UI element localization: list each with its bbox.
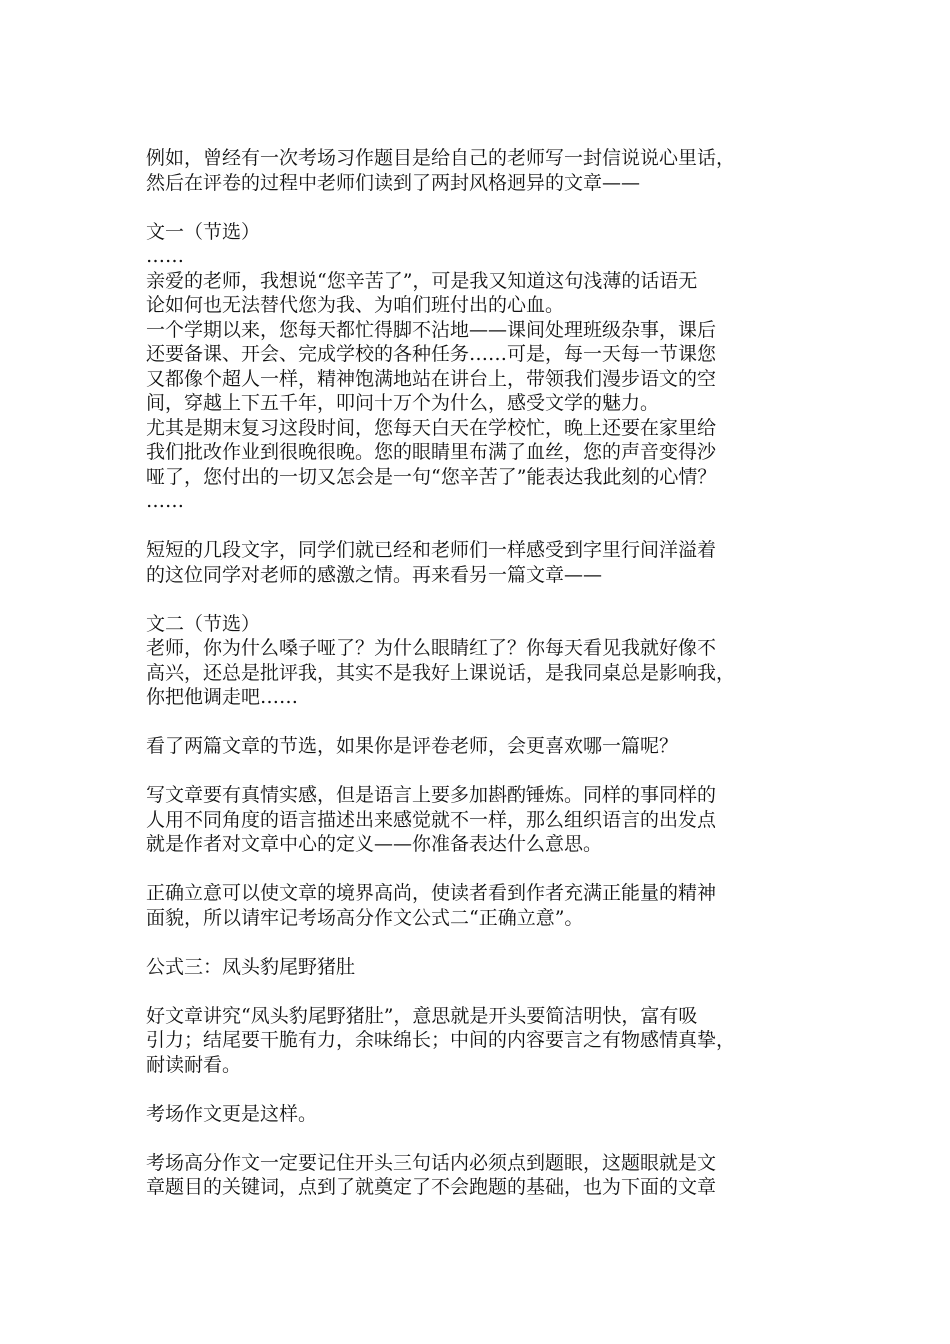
- paragraph-gap: [146, 1077, 814, 1102]
- text-line: 短短的几段文字，同学们就已经和老师们一样感受到字里行间洋溢着: [146, 539, 717, 561]
- text-line: 亲爱的老师，我想说“您辛苦了”，可是我又知道这句浅薄的话语无: [146, 269, 698, 292]
- excerpt-two: [146, 612, 814, 710]
- text-line: ……: [146, 245, 184, 267]
- paragraph-gap: [146, 979, 814, 1004]
- text-line: 论如何也无法替代您为我、为咱们班付出的心血。: [146, 294, 565, 316]
- paragraph-gap: [146, 587, 814, 612]
- paragraph-commentary-one: [146, 538, 814, 587]
- text-line: 例如，曾经有一次考场习作题目是给自己的老师写一封信说说心里话，: [146, 147, 736, 169]
- text-line: 然后在评卷的过程中老师们读到了两封风格迥异的文章——: [146, 171, 641, 194]
- text-line: 尤其是期末复习这段时间，您每天白天在学校忙，晚上还要在家里给: [146, 416, 717, 439]
- section-heading: 公式三：凤头豹尾野猪肚: [146, 955, 356, 978]
- text-line: 好文章讲究“凤头豹尾野猪肚”，意思就是开头要简洁明快，富有吸: [146, 1004, 698, 1027]
- paragraph-opening-tips: [146, 1151, 814, 1200]
- text-line: 就是作者对文章中心的定义——你准备表达什么意思。: [146, 833, 603, 855]
- text-line: 一个学期以来，您每天都忙得脚不沾地——课间处理班级杂事，课后: [146, 318, 717, 341]
- text-line: 的这位同学对老师的感激之情。再来看另一篇文章——: [146, 563, 603, 586]
- excerpt-heading: 文二（节选）: [146, 612, 261, 635]
- paragraph-intro: [146, 146, 814, 195]
- text-line: 正确立意可以使文章的境界高尚，使读者看到作者充满正能量的精神: [146, 882, 717, 904]
- paragraph-gap: [146, 710, 814, 735]
- paragraph-gap: [146, 1126, 814, 1151]
- paragraph-good-article: [146, 1004, 814, 1078]
- paragraph-gap: [146, 514, 814, 539]
- text-line: 高兴，还总是批评我，其实不是我好上课说话，是我同桌总是影响我，: [146, 661, 736, 684]
- text-line: 间，穿越上下五千年，叩问十万个为什么，感受文学的魅力。: [146, 392, 660, 414]
- paragraph-question: [146, 734, 814, 759]
- text-line: 你把他调走吧……: [146, 686, 299, 708]
- text-line: 耐读耐看。: [146, 1053, 242, 1076]
- paragraph-gap: [146, 857, 814, 882]
- paragraph-gap: [146, 930, 814, 955]
- paragraph-gap: [146, 759, 814, 784]
- excerpt-one: [146, 220, 814, 514]
- document-body: [146, 146, 814, 1200]
- text-line: 看了两篇文章的节选，如果你是评卷老师，会更喜欢哪一篇呢？: [146, 735, 679, 757]
- text-line: 又都像个超人一样，精神饱满地站在讲台上，带领我们漫步语文的空: [146, 367, 717, 390]
- text-line: 考场高分作文一定要记住开头三句话内必须点到题眼，这题眼就是文: [146, 1151, 717, 1174]
- text-line: 引力；结尾要干脆有力，余味绵长；中间的内容要言之有物感情真挚，: [146, 1029, 736, 1051]
- text-line: 人用不同角度的语言描述出来感觉就不一样，那么组织语言的出发点: [146, 808, 717, 831]
- paragraph-language: [146, 783, 814, 857]
- paragraph-exam: [146, 1102, 814, 1127]
- text-line: 老师，你为什么嗓子哑了？为什么眼睛红了？你每天看见我就好像不: [146, 637, 717, 659]
- paragraph-gap: [146, 195, 814, 220]
- text-line: 考场作文更是这样。: [146, 1102, 318, 1125]
- section-heading-formula-three: [146, 955, 814, 980]
- paragraph-formula-two: [146, 881, 814, 930]
- text-line: 章题目的关键词，点到了就奠定了不会跑题的基础，也为下面的文章: [146, 1176, 717, 1198]
- text-line: 我们批改作业到很晚很晚。您的眼睛里布满了血丝，您的声音变得沙: [146, 441, 717, 463]
- text-line: 还要备课、开会、完成学校的各种任务……可是，每一天每一节课您: [146, 343, 717, 365]
- text-line: ……: [146, 490, 184, 512]
- excerpt-heading: 文一（节选）: [146, 220, 261, 243]
- text-line: 哑了，您付出的一切又怎会是一句“您辛苦了”能表达我此刻的心情？: [146, 465, 717, 488]
- text-line: 写文章要有真情实感，但是语言上要多加斟酌锤炼。同样的事同样的: [146, 784, 717, 806]
- text-line: 面貌，所以请牢记考场高分作文公式二“正确立意”。: [146, 906, 584, 929]
